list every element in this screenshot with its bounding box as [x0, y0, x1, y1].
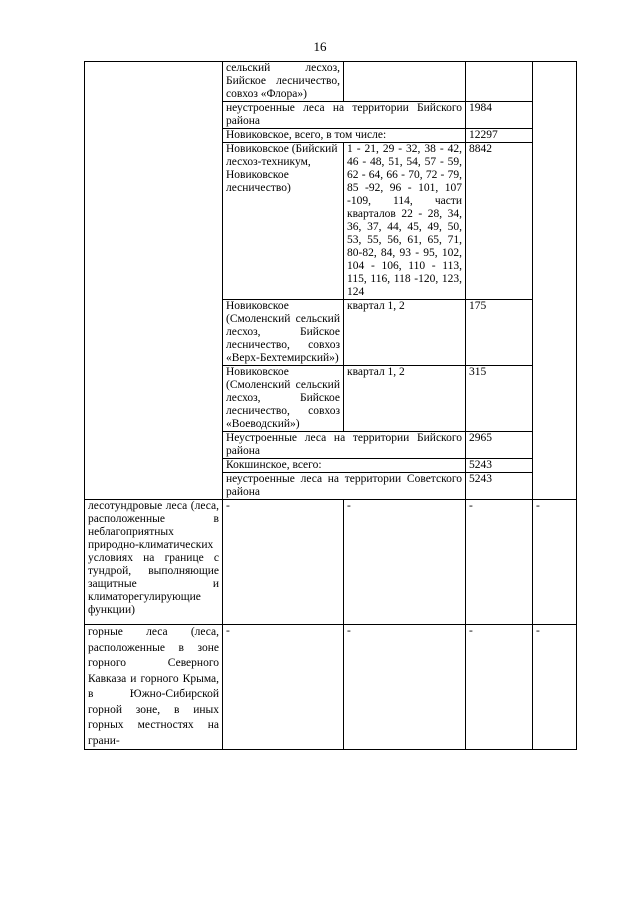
table-cell: 315	[466, 366, 533, 432]
table-cell: Новиковское, всего, в том числе:	[223, 129, 466, 143]
table-cell	[85, 62, 223, 500]
table-cell: Новиковское (Смоленский сельский лесхоз, Бийское лесничество, совхоз «Воеводский»)	[223, 366, 344, 432]
table-cell: -	[223, 625, 344, 750]
table-row	[85, 625, 577, 750]
table-cell: квартал 1, 2	[344, 366, 466, 432]
table-cell: 1 - 21, 29 - 32, 38 - 42, 46 - 48, 51, 54, 57 - 59, 62 - 64, 66 - 70, 72 - 79, 85 -92, 96 - 101, 107 -109, 114, части кварталов 22 - 28, 34, 36, 37, 44, 45, 49, 50, 53, 55, 56, 61, 65, 71, 80-82, 84, 93 - 95, 102, 104 - 106, 110 - 113, 115, 116, 118 -120, 123, 124	[344, 143, 466, 300]
table-cell: 5243	[466, 473, 533, 500]
table-cell: -	[344, 625, 466, 750]
table-cell: -	[344, 500, 466, 625]
table-cell	[344, 62, 466, 102]
table-cell	[533, 62, 577, 500]
table-cell: неустроенные леса на территории Советского района	[223, 473, 466, 500]
table-row	[85, 62, 577, 102]
table-cell	[466, 62, 533, 102]
table-cell: 5243	[466, 459, 533, 473]
table-cell: 8842	[466, 143, 533, 300]
table-row	[85, 500, 577, 625]
table-cell: неустроенные леса на территории Бийского района	[223, 102, 466, 129]
table-cell: -	[223, 500, 344, 625]
table-cell: горные леса (леса, расположенные в зоне горного Северного Кавказа и горного Крыма, в Южно-Сибирской горной зоне, в иных горных местностях на грани-	[85, 625, 223, 750]
table-cell: Новиковское (Бийский лесхоз-техникум, Новиковское лесничество)	[223, 143, 344, 300]
table-cell: квартал 1, 2	[344, 300, 466, 366]
table-cell: -	[533, 500, 577, 625]
table-cell: 175	[466, 300, 533, 366]
table-cell: 2965	[466, 432, 533, 459]
page-number: 16	[313, 39, 327, 54]
table-cell: лесотундровые леса (леса, расположенные в неблагоприятных природно-климатических условиях на границе с тундрой, выполняющие защитные и климаторегулирующие функции)	[85, 500, 223, 625]
table-cell: 12297	[466, 129, 533, 143]
table-cell: 1984	[466, 102, 533, 129]
table-cell: Кокшинское, всего:	[223, 459, 466, 473]
table-cell: сельский лесхоз, Бийское лесничество, совхоз «Флора»)	[223, 62, 344, 102]
forest-table	[84, 61, 577, 750]
table-cell: -	[466, 625, 533, 750]
table-cell: -	[466, 500, 533, 625]
table-cell: Новиковское (Смоленский сельский лесхоз, Бийское лесничество, совхоз «Верх-Бехтемирский»)	[223, 300, 344, 366]
table-cell: Неустроенные леса на территории Бийского района	[223, 432, 466, 459]
table-cell: -	[533, 625, 577, 750]
